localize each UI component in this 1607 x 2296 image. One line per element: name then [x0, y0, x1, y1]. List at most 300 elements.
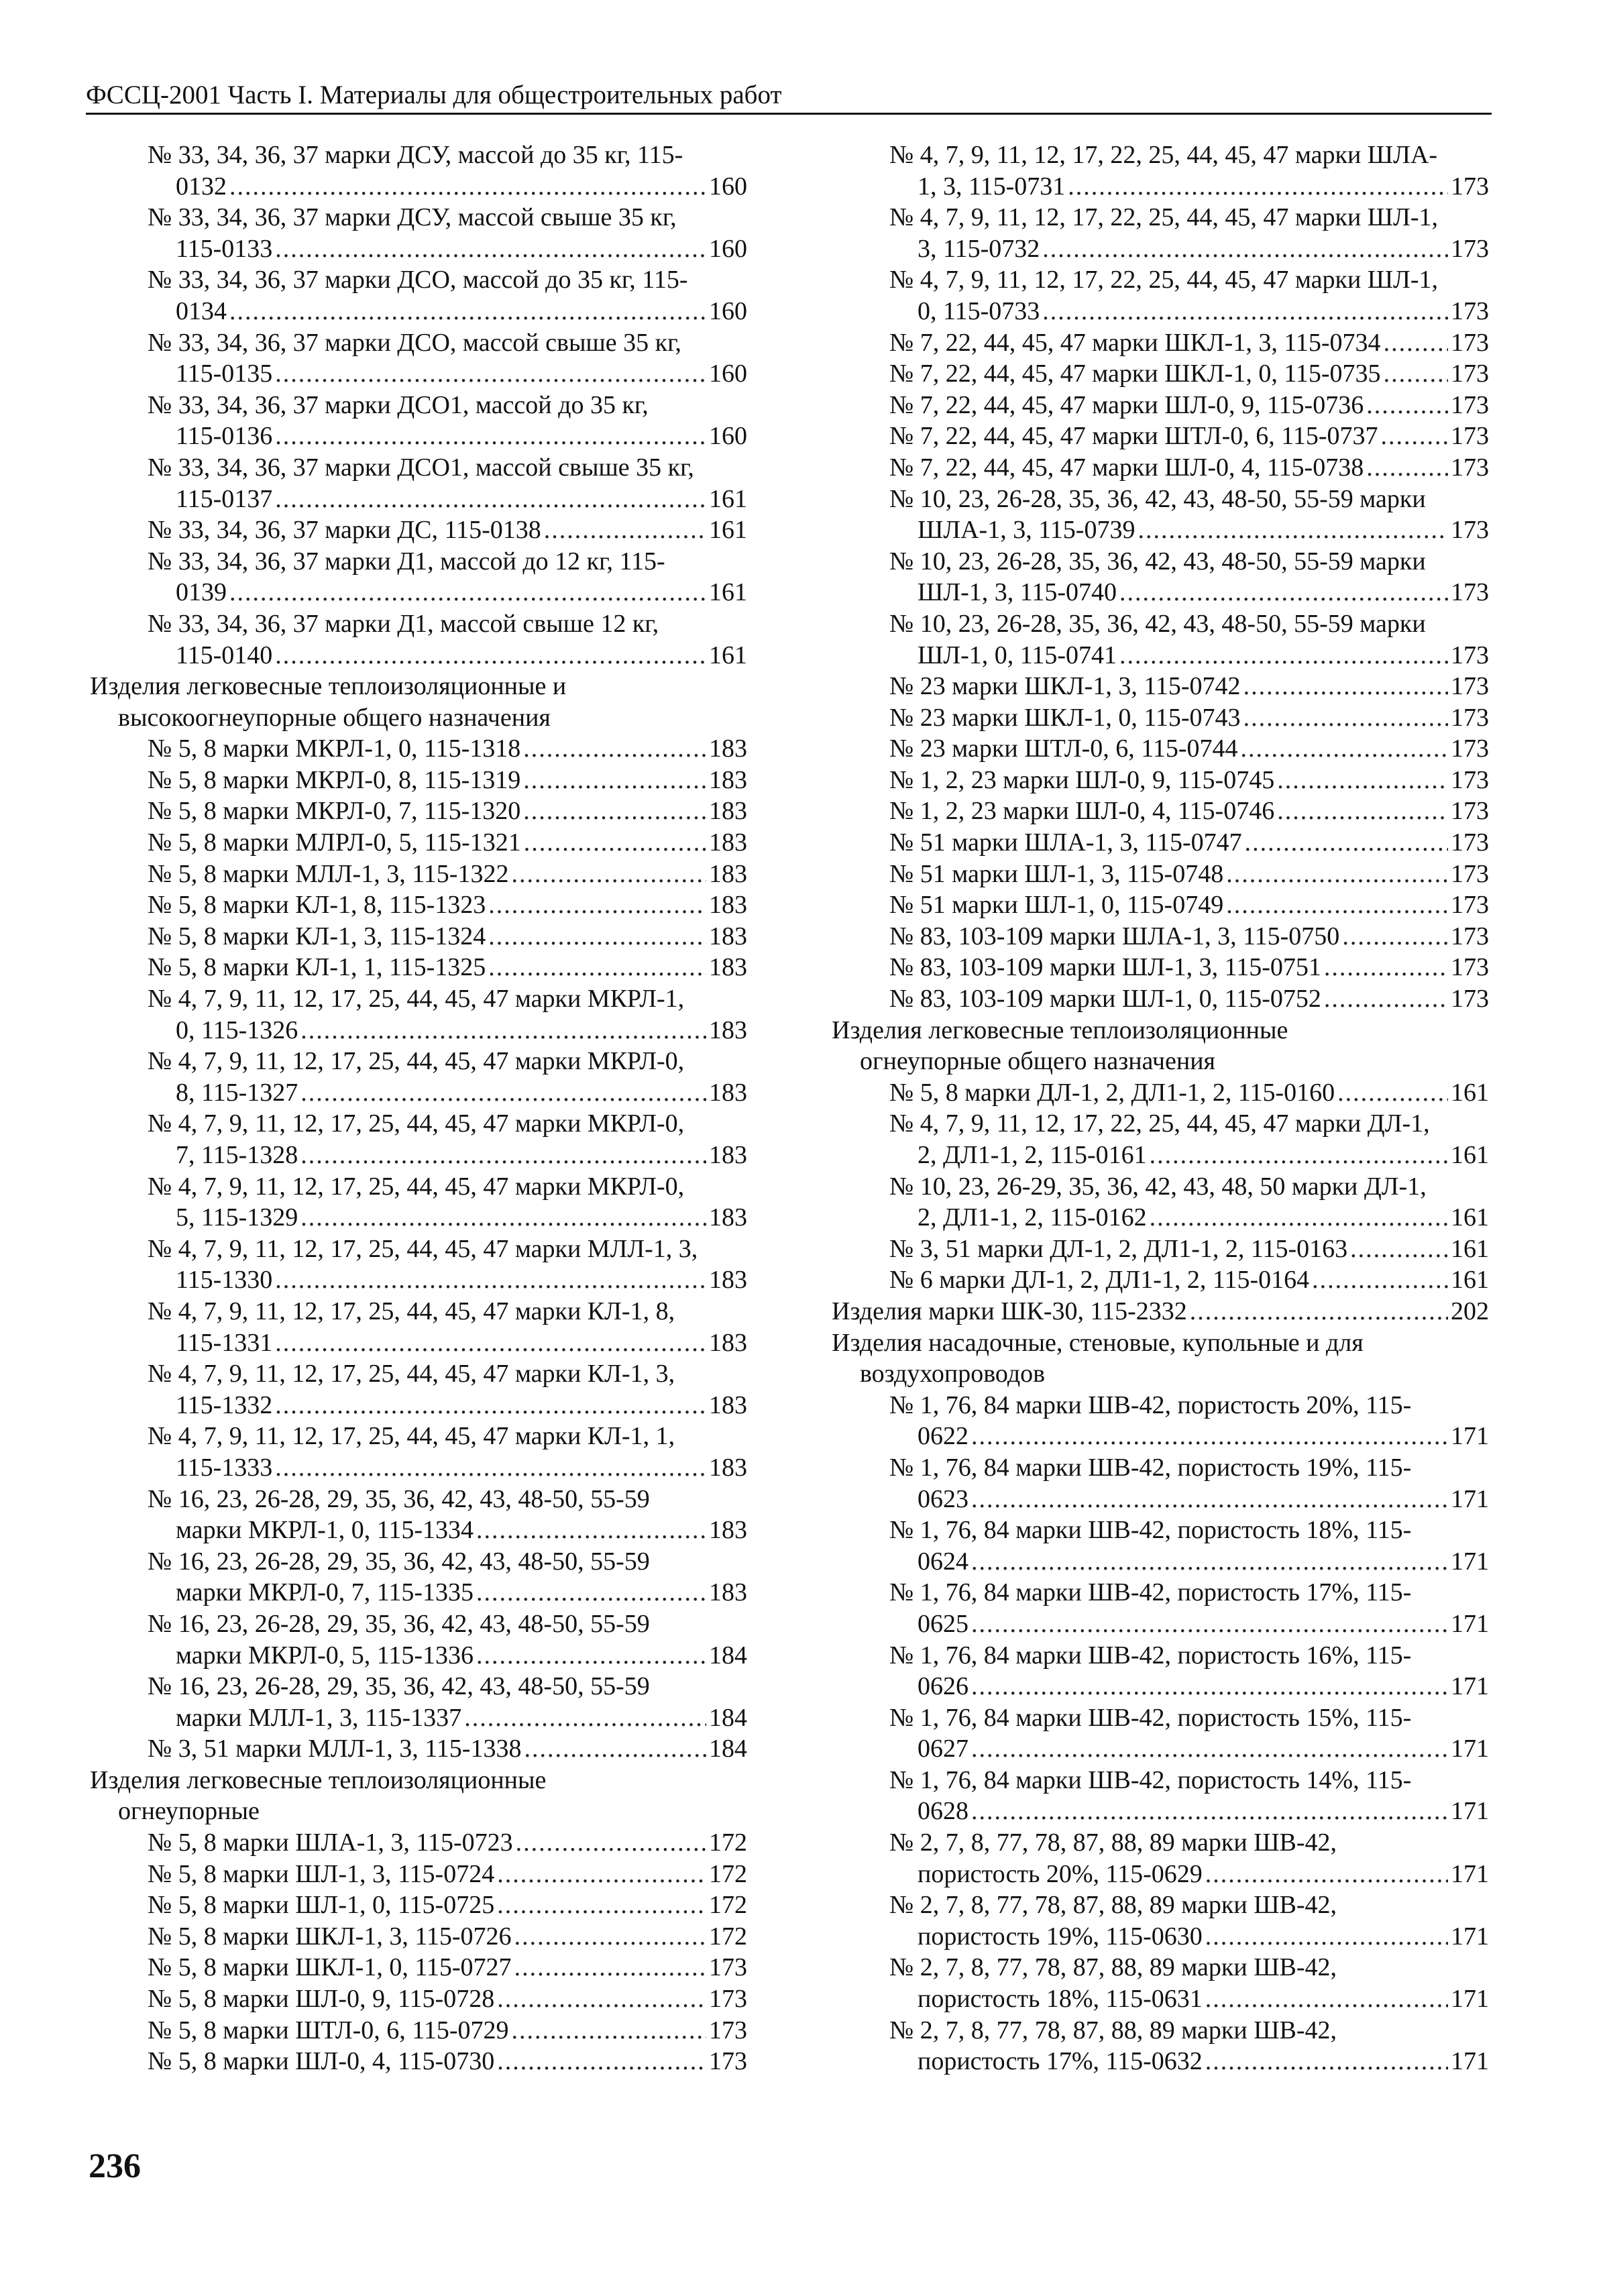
entry-leader-line: [148, 640, 747, 671]
dot-leader: [1366, 452, 1448, 484]
entry-leader-line: [148, 1827, 747, 1859]
entry-line: № 1, 76, 84 марки ШВ-42, пористость 18%, 115-: [889, 1516, 1412, 1545]
entry-leader-line: [889, 889, 1489, 921]
entry-leader-line: [889, 296, 1489, 327]
dot-leader: [971, 1608, 1448, 1640]
index-entry: [90, 546, 747, 608]
page-ref: 160: [709, 172, 747, 201]
entry-text: 7, 115-1328: [176, 1141, 298, 1169]
index-entry: [832, 1264, 1489, 1296]
index-entry: [90, 1108, 747, 1170]
index-entry: [90, 1671, 747, 1733]
dot-leader: [488, 889, 706, 921]
entry-text: № 3, 51 марки ДЛ-1, 2, ДЛ1-1, 2, 115-0163: [889, 1234, 1348, 1263]
entry-leader-line: [148, 859, 747, 890]
page-ref: 173: [1451, 390, 1489, 419]
entry-text: 115-1330: [176, 1266, 273, 1295]
entry-text: № 5, 8 марки МЛЛ-1, 3, 115-1322: [148, 859, 509, 888]
entry-leader-line: [148, 233, 747, 265]
entry-text: 115-0136: [176, 422, 273, 451]
index-entry: [832, 1890, 1489, 1952]
index-entry: [832, 546, 1489, 608]
index-entry: [832, 1515, 1489, 1577]
index-entry: [90, 859, 747, 890]
entry-line: № 4, 7, 9, 11, 12, 17, 25, 44, 45, 47 марки МКРЛ-1,: [148, 985, 685, 1014]
dot-leader: [497, 1890, 706, 1921]
entry-leader-line: [889, 327, 1489, 359]
index-entry: [832, 1077, 1489, 1109]
dot-leader: [476, 1577, 706, 1608]
entry-line: № 10, 23, 26-29, 35, 36, 42, 43, 48, 50 марки ДЛ-1,: [889, 1172, 1427, 1201]
entry-text: ШЛА-1, 3, 115-0739: [918, 516, 1135, 545]
entry-line: высокоогнеупорные общего назначения: [118, 703, 551, 732]
index-entry: [832, 390, 1489, 421]
dot-leader: [275, 1390, 706, 1421]
dot-leader: [1205, 1859, 1448, 1890]
entry-text: № 5, 8 марки ШЛ-0, 4, 115-0730: [148, 2047, 495, 2076]
entry-leader-line: [148, 733, 747, 765]
page-ref: 183: [709, 1453, 747, 1482]
entry-leader-line: [148, 1015, 747, 1046]
entry-line: № 2, 7, 8, 77, 78, 87, 88, 89 марки ШВ-42,: [889, 1891, 1337, 1920]
entry-leader-line: [148, 577, 747, 608]
entry-line: № 33, 34, 36, 37 марки ДСО, массой до 35 кг, 115-: [148, 266, 688, 294]
page-ref: 172: [709, 1922, 747, 1951]
entry-line: № 4, 7, 9, 11, 12, 17, 22, 25, 44, 45, 47 марки ШЛ-1,: [889, 266, 1439, 294]
entry-leader-line: [889, 921, 1489, 952]
dot-leader: [275, 1452, 706, 1484]
entry-line: № 10, 23, 26-28, 35, 36, 42, 43, 48-50, 55-59 марки: [889, 609, 1426, 638]
page-ref: 173: [1451, 797, 1489, 826]
entry-text: 0624: [918, 1547, 968, 1576]
page-ref: 173: [1451, 953, 1489, 982]
index-entry: [832, 327, 1489, 359]
entry-leader-line: [148, 1640, 747, 1672]
dot-leader: [1119, 577, 1448, 608]
index-entry: [832, 421, 1489, 452]
index-entry: [832, 358, 1489, 390]
entry-leader-line: [148, 1952, 747, 1983]
page-ref: 160: [709, 360, 747, 388]
entry-leader-line: [889, 1859, 1489, 1890]
entry-leader-line: [889, 796, 1489, 827]
index-entry: [90, 1827, 747, 1859]
entry-leader-line: [889, 1202, 1489, 1234]
page-ref: 183: [709, 797, 747, 826]
entry-text: № 6 марки ДЛ-1, 2, ДЛ1-1, 2, 115-0164: [889, 1266, 1310, 1295]
page-ref: 171: [1451, 1422, 1489, 1451]
dot-leader: [275, 1327, 706, 1359]
index-entry: [90, 1733, 747, 1765]
entry-leader-line: [889, 952, 1489, 983]
dot-leader: [523, 765, 706, 796]
dot-leader: [514, 1921, 706, 1953]
entry-text: 0, 115-0733: [918, 296, 1040, 325]
dot-leader: [971, 1421, 1448, 1452]
entry-leader-line: [148, 2046, 747, 2077]
index-entry: [90, 514, 747, 546]
entry-leader-line: [889, 1234, 1489, 1265]
page-ref: 161: [709, 641, 747, 669]
entry-text: 3, 115-0732: [918, 234, 1040, 263]
entry-leader-line: [889, 358, 1489, 390]
dot-leader: [464, 1702, 706, 1734]
entry-text: марки МЛЛ-1, 3, 115-1337: [176, 1703, 462, 1732]
dot-leader: [1241, 733, 1448, 765]
entry-text: № 5, 8 марки КЛ-1, 1, 115-1325: [148, 953, 486, 982]
page-ref: 173: [709, 1953, 747, 1982]
page-ref: 183: [709, 1328, 747, 1357]
page-ref: 183: [709, 1266, 747, 1295]
index-entry: [832, 733, 1489, 765]
page-ref: 183: [709, 1578, 747, 1607]
entry-line: № 4, 7, 9, 11, 12, 17, 25, 44, 45, 47 марки МЛЛ-1, 3,: [148, 1234, 698, 1263]
page-ref: 171: [1451, 1735, 1489, 1763]
index-entry: [832, 1577, 1489, 1639]
page-ref: 172: [709, 1891, 747, 1920]
dot-leader: [524, 827, 706, 859]
index-entry: [90, 827, 747, 859]
entry-line: № 1, 76, 84 марки ШВ-42, пористость 19%, 115-: [889, 1453, 1412, 1482]
dot-leader: [275, 421, 706, 452]
index-entry: [832, 264, 1489, 327]
entry-leader-line: [889, 233, 1489, 265]
page-ref: 173: [1451, 360, 1489, 388]
index-entry: [90, 264, 747, 327]
index-entry: [90, 1296, 747, 1358]
page-ref: 173: [1451, 765, 1489, 794]
page-ref: 184: [709, 1735, 747, 1763]
entry-leader-line: [889, 1983, 1489, 2015]
page-ref: 173: [1451, 859, 1489, 888]
index-entry: [832, 765, 1489, 796]
entry-text: пористость 20%, 115-0629: [918, 1859, 1203, 1888]
index-entry: [90, 889, 747, 921]
page-ref: 173: [1451, 641, 1489, 669]
dot-leader: [300, 1015, 706, 1046]
entry-leader-line: [889, 1421, 1489, 1452]
index-entry: [90, 733, 747, 765]
entry-leader-line: [148, 765, 747, 796]
page-ref: 171: [1451, 2047, 1489, 2076]
entry-leader-line: [148, 1264, 747, 1296]
dot-leader: [971, 1796, 1448, 1827]
entry-leader-line: [148, 421, 747, 452]
entry-text: № 5, 8 марки КЛ-1, 8, 115-1323: [148, 891, 486, 920]
dot-leader: [1245, 827, 1448, 859]
entry-leader-line: [832, 1296, 1489, 1327]
entry-text: № 5, 8 марки КЛ-1, 3, 115-1324: [148, 922, 486, 950]
dot-leader: [1190, 1296, 1448, 1327]
entry-leader-line: [148, 952, 747, 983]
page-number: 236: [89, 2147, 141, 2185]
entry-leader-line: [148, 1390, 747, 1421]
page-ref: 173: [1451, 703, 1489, 732]
dot-leader: [1205, 1983, 1448, 2015]
entry-line: № 16, 23, 26-28, 29, 35, 36, 42, 43, 48-50, 55-59: [148, 1672, 650, 1701]
entry-text: № 5, 8 марки ДЛ-1, 2, ДЛ1-1, 2, 115-0160: [889, 1078, 1335, 1107]
entry-text: № 1, 2, 23 марки ШЛ-0, 9, 115-0745: [889, 765, 1275, 794]
entry-leader-line: [889, 1264, 1489, 1296]
index-entry: [90, 2046, 747, 2077]
entry-text: № 5, 8 марки ШКЛ-1, 0, 115-0727: [148, 1953, 512, 1982]
entry-text: 0622: [918, 1422, 968, 1451]
entry-text: 0628: [918, 1797, 968, 1826]
page-ref: 183: [709, 1016, 747, 1044]
entry-line: № 1, 76, 84 марки ШВ-42, пористость 16%, 115-: [889, 1641, 1412, 1670]
index-entry: [90, 452, 747, 514]
dot-leader: [488, 952, 706, 983]
entry-line: № 33, 34, 36, 37 марки ДСО1, массой свыше 35 кг,: [148, 453, 694, 482]
entry-text: 115-1331: [176, 1328, 273, 1357]
page-ref: 173: [1451, 296, 1489, 325]
entry-text: № 1, 2, 23 марки ШЛ-0, 4, 115-0746: [889, 797, 1275, 826]
dot-leader: [275, 358, 706, 390]
dot-leader: [1243, 702, 1448, 734]
page-ref: 183: [709, 1078, 747, 1107]
entry-leader-line: [889, 702, 1489, 734]
running-header: ФССЦ-2001 Часть I. Материалы для общестроительных работ: [86, 79, 1492, 115]
dot-leader: [1243, 671, 1448, 702]
dot-leader: [1366, 390, 1448, 421]
index-entry: [832, 796, 1489, 827]
entry-text: Изделия марки ШК-30, 115-2332: [832, 1297, 1187, 1325]
index-heading: [90, 671, 747, 733]
entry-leader-line: [148, 514, 747, 546]
dot-leader: [523, 796, 706, 827]
entry-text: 8, 115-1327: [176, 1078, 298, 1107]
page-ref: 173: [1451, 891, 1489, 920]
entry-text: № 23 марки ШКЛ-1, 0, 115-0743: [889, 703, 1241, 732]
entry-line: № 33, 34, 36, 37 марки ДСУ, массой свыше 35 кг,: [148, 203, 677, 232]
entry-leader-line: [148, 296, 747, 327]
entry-text: № 33, 34, 36, 37 марки ДС, 115-0138: [148, 516, 541, 545]
index-entry: [90, 140, 747, 202]
entry-text: № 5, 8 марки ШКЛ-1, 3, 115-0726: [148, 1922, 512, 1951]
index-entry: [90, 765, 747, 796]
index-entry: [832, 702, 1489, 734]
entry-line: № 4, 7, 9, 11, 12, 17, 25, 44, 45, 47 марки МКРЛ-0,: [148, 1109, 685, 1138]
entry-leader-line: [148, 1515, 747, 1546]
index-entry: [832, 1640, 1489, 1702]
entry-leader-line: [148, 1890, 747, 1921]
entry-text: № 83, 103-109 марки ШЛ-1, 3, 115-0751: [889, 953, 1321, 982]
page-ref: 173: [1451, 828, 1489, 857]
entry-line: № 4, 7, 9, 11, 12, 17, 22, 25, 44, 45, 47 марки ДЛ-1,: [889, 1109, 1430, 1138]
index-entry: [90, 2015, 747, 2046]
index-entry: [832, 889, 1489, 921]
dot-leader: [1042, 296, 1448, 327]
dot-leader: [1324, 952, 1448, 983]
dot-leader: [1384, 327, 1448, 359]
entry-text: № 23 марки ШКЛ-1, 3, 115-0742: [889, 672, 1241, 701]
dot-leader: [971, 1733, 1448, 1765]
page-ref: 183: [709, 734, 747, 763]
entry-text: 115-0133: [176, 234, 273, 263]
dot-leader: [1337, 1077, 1448, 1109]
entry-leader-line: [889, 859, 1489, 890]
entry-line: № 10, 23, 26-28, 35, 36, 42, 43, 48-50, 55-59 марки: [889, 547, 1426, 576]
index-entry: [90, 202, 747, 264]
entry-line: огнеупорные общего назначения: [860, 1047, 1216, 1076]
page-ref: 183: [709, 922, 747, 950]
entry-leader-line: [889, 514, 1489, 546]
dot-leader: [544, 514, 706, 546]
dot-leader: [523, 733, 706, 765]
index-entry: [832, 859, 1489, 890]
entry-text: № 5, 8 марки МЛРЛ-0, 5, 115-1321: [148, 828, 521, 857]
dot-leader: [476, 1515, 706, 1546]
index-entry: [832, 1234, 1489, 1265]
entry-text: № 5, 8 марки ШЛА-1, 3, 115-0723: [148, 1828, 513, 1857]
entry-line: № 33, 34, 36, 37 марки Д1, массой свыше 12 кг,: [148, 609, 659, 638]
entry-text: 115-0135: [176, 360, 273, 388]
index-entry: [90, 1608, 747, 1671]
entry-leader-line: [889, 421, 1489, 452]
dot-leader: [511, 859, 706, 890]
entry-line: № 1, 76, 84 марки ШВ-42, пористость 17%, 115-: [889, 1578, 1412, 1607]
page-ref: 160: [709, 296, 747, 325]
entry-text: 0627: [918, 1735, 968, 1763]
index-entry: [90, 1859, 747, 1890]
dot-leader: [1226, 889, 1448, 921]
entry-leader-line: [889, 1608, 1489, 1640]
entry-leader-line: [148, 1983, 747, 2015]
dot-leader: [1277, 765, 1448, 796]
entry-text: № 83, 103-109 марки ШЛА-1, 3, 115-0750: [889, 922, 1340, 950]
page-ref: 184: [709, 1703, 747, 1732]
dot-leader: [497, 1859, 706, 1890]
entry-leader-line: [148, 1702, 747, 1734]
entry-line: огнеупорные: [118, 1797, 260, 1826]
entry-text: пористость 17%, 115-0632: [918, 2047, 1203, 2076]
entry-leader-line: [148, 921, 747, 952]
entry-leader-line: [889, 452, 1489, 484]
entry-leader-line: [148, 1202, 747, 1234]
index-entry: [90, 1046, 747, 1108]
dot-leader: [1277, 796, 1448, 827]
entry-line: Изделия насадочные, стеновые, купольные и для: [832, 1328, 1364, 1357]
dot-leader: [524, 1733, 706, 1765]
entry-line: № 33, 34, 36, 37 марки ДСО, массой свыше 35 кг,: [148, 328, 681, 357]
page-ref: 161: [709, 578, 747, 607]
entry-leader-line: [889, 171, 1489, 203]
entry-text: № 5, 8 марки ШЛ-0, 9, 115-0728: [148, 1985, 495, 2014]
page-ref: 171: [1451, 1985, 1489, 2014]
entry-text: 115-0137: [176, 484, 273, 513]
page-ref: 183: [709, 891, 747, 920]
entry-leader-line: [148, 796, 747, 827]
index-entry: [832, 671, 1489, 702]
dot-leader: [497, 2046, 706, 2077]
entry-text: пористость 18%, 115-0631: [918, 1985, 1203, 2014]
entry-text: ШЛ-1, 3, 115-0740: [918, 578, 1117, 607]
page-ref: 171: [1451, 1797, 1489, 1826]
entry-leader-line: [148, 889, 747, 921]
page-ref: 173: [709, 1985, 747, 2014]
page-ref: 183: [709, 828, 747, 857]
index-entry: [832, 921, 1489, 952]
index-entry: [832, 1108, 1489, 1170]
entry-leader-line: [889, 390, 1489, 421]
index-entry: [90, 1952, 747, 1983]
entry-text: 0623: [918, 1484, 968, 1513]
index-entry: [832, 827, 1489, 859]
entry-line: № 1, 76, 84 марки ШВ-42, пористость 14%, 115-: [889, 1765, 1412, 1794]
entry-text: 115-1332: [176, 1390, 273, 1419]
page-ref: 160: [709, 234, 747, 263]
page-ref: 173: [1451, 516, 1489, 545]
entry-text: № 51 марки ШЛ-1, 3, 115-0748: [889, 859, 1224, 888]
entry-line: № 2, 7, 8, 77, 78, 87, 88, 89 марки ШВ-42,: [889, 2016, 1337, 2044]
page-ref: 183: [709, 953, 747, 982]
entry-leader-line: [889, 1921, 1489, 1953]
index-entry: [90, 1234, 747, 1296]
entry-line: № 4, 7, 9, 11, 12, 17, 25, 44, 45, 47 марки МКРЛ-0,: [148, 1172, 685, 1201]
dot-leader: [488, 921, 706, 952]
dot-leader: [275, 484, 706, 515]
page-ref: 183: [709, 859, 747, 888]
entry-leader-line: [889, 1546, 1489, 1578]
index-entry: [832, 1390, 1489, 1452]
index-entry: [832, 983, 1489, 1015]
entry-text: пористость 19%, 115-0630: [918, 1922, 1203, 1951]
entry-leader-line: [148, 171, 747, 203]
entry-line: № 33, 34, 36, 37 марки ДСУ, массой до 35 кг, 115-: [148, 141, 683, 169]
dot-leader: [300, 1202, 706, 1234]
page-ref: 171: [1451, 1922, 1489, 1951]
entry-line: № 4, 7, 9, 11, 12, 17, 25, 44, 45, 47 марки МКРЛ-0,: [148, 1047, 685, 1076]
dot-leader: [300, 1077, 706, 1109]
page-ref: 173: [1451, 985, 1489, 1014]
index-column-left: [90, 140, 747, 2077]
dot-leader: [1150, 1140, 1448, 1171]
page-ref: 202: [1451, 1297, 1489, 1325]
entry-leader-line: [148, 1140, 747, 1171]
entry-text: 2, ДЛ1-1, 2, 115-0161: [918, 1141, 1147, 1169]
entry-leader-line: [148, 1452, 747, 1484]
page-ref: 161: [709, 484, 747, 513]
entry-leader-line: [148, 1921, 747, 1953]
entry-leader-line: [889, 765, 1489, 796]
entry-text: № 3, 51 марки МЛЛ-1, 3, 115-1338: [148, 1735, 522, 1763]
index-entry: [90, 1546, 747, 1608]
page-ref: 171: [1451, 1672, 1489, 1701]
dot-leader: [1381, 421, 1448, 452]
dot-leader: [514, 1952, 706, 1983]
entry-text: № 23 марки ШТЛ-0, 6, 115-0744: [889, 734, 1238, 763]
page-ref: 171: [1451, 1484, 1489, 1513]
index-heading: [832, 1327, 1489, 1390]
page-ref: 173: [1451, 422, 1489, 451]
page-ref: 173: [1451, 672, 1489, 701]
page-ref: 183: [709, 1390, 747, 1419]
entry-leader-line: [889, 733, 1489, 765]
dot-leader: [971, 1484, 1448, 1515]
entry-line: № 16, 23, 26-28, 29, 35, 36, 42, 43, 48-50, 55-59: [148, 1609, 650, 1638]
dot-leader: [1138, 514, 1448, 546]
entry-text: № 5, 8 марки ШЛ-1, 3, 115-0724: [148, 1859, 495, 1888]
dot-leader: [229, 296, 706, 327]
entry-leader-line: [148, 2015, 747, 2046]
entry-text: № 7, 22, 44, 45, 47 марки ШКЛ-1, 0, 115-0735: [889, 360, 1381, 388]
page-ref: 183: [709, 1203, 747, 1232]
entry-line: № 4, 7, 9, 11, 12, 17, 22, 25, 44, 45, 47 марки ШЛ-1,: [889, 203, 1439, 232]
dot-leader: [971, 1546, 1448, 1578]
page-ref: 161: [1451, 1141, 1489, 1169]
entry-leader-line: [889, 640, 1489, 671]
page-ref: 172: [709, 1859, 747, 1888]
